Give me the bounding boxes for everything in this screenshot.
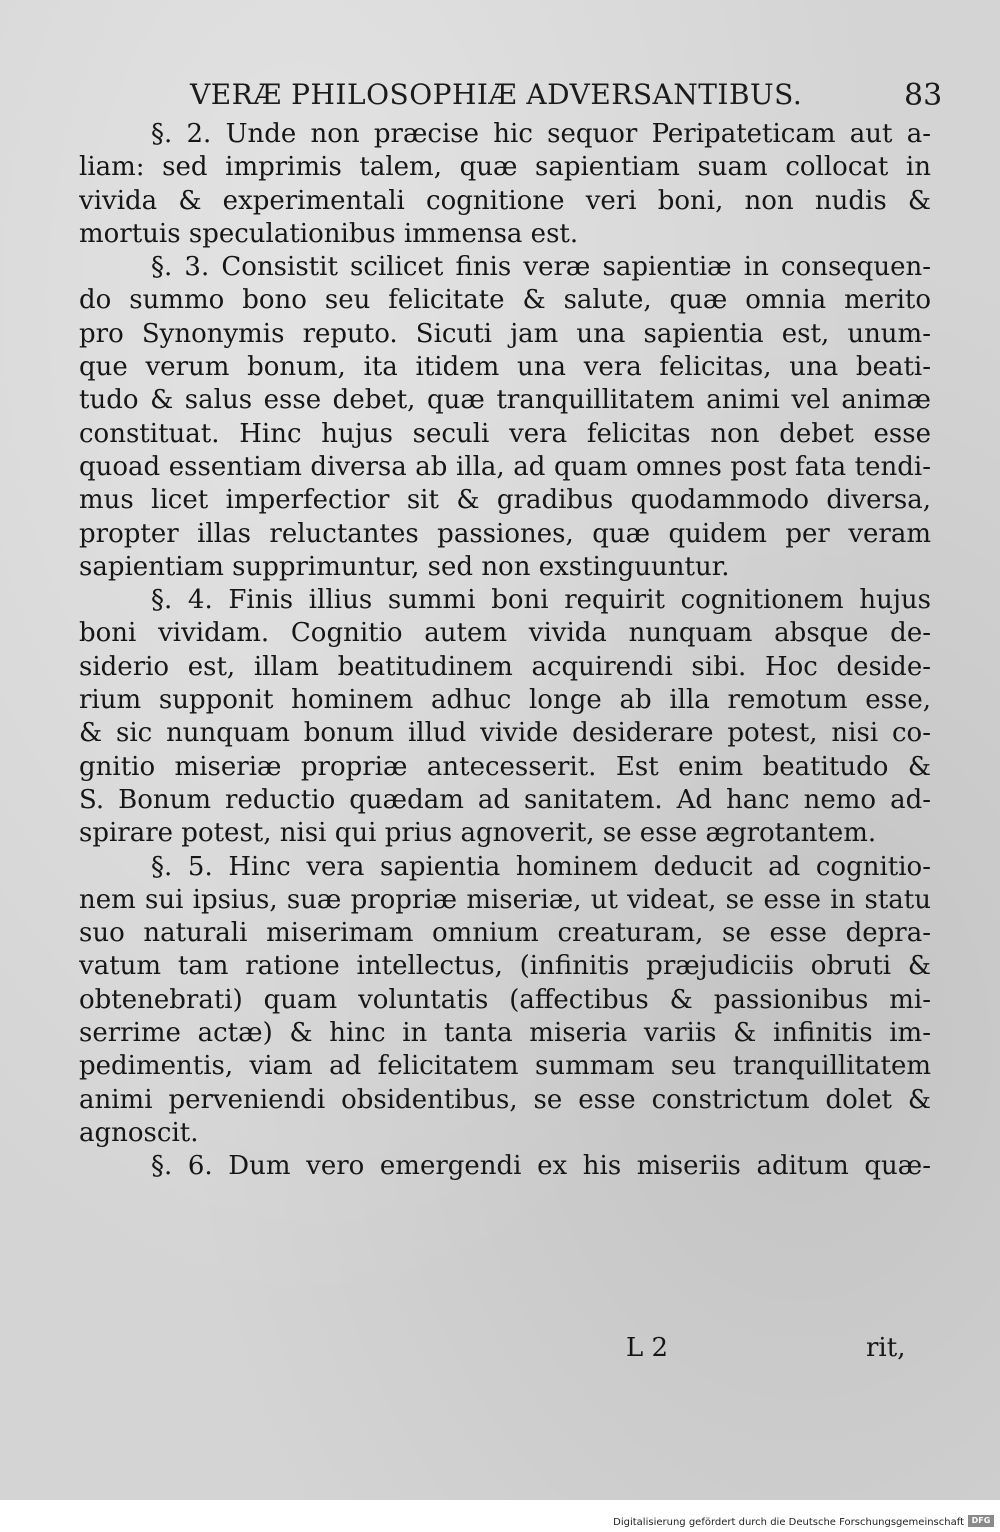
text-line: S. Bonum reductio quædam ad sanitatem. Ad hanc nemo ad- xyxy=(79,784,931,815)
text-line: serrime actæ) & hinc in tanta miseria variis & infinitis im- xyxy=(79,1018,931,1049)
text-line: §. 5. Hinc vera sapientia hominem deducit ad cognitio- xyxy=(151,851,931,882)
text-line: & sic nunquam bonum illud vivide desiderare potest, nisi co- xyxy=(79,718,931,749)
text-line: vatum tam ratione intellectus, (infinitis præjudiciis obruti & xyxy=(79,951,931,982)
page-number: 83 xyxy=(904,78,943,113)
text-line: do summo bono seu felicitate & salute, quæ omnia merito xyxy=(79,285,931,316)
text-line: propter illas reluctantes passiones, quæ quidem per veram xyxy=(79,518,931,549)
text-line: obtenebrati) quam voluntatis (affectibus & passionibus mi- xyxy=(79,984,931,1015)
page-header xyxy=(190,74,970,118)
text-line: siderio est, illam beatitudinem acquirendi sibi. Hoc deside- xyxy=(79,651,931,682)
text-line: §. 2. Unde non præcise hic sequor Peripateticam aut a- xyxy=(151,119,931,149)
text-line: §. 4. Finis illius summi boni requirit cognitionem hujus xyxy=(151,585,931,616)
text-line: vivida & experimentali cognitione veri boni, non nudis & xyxy=(79,185,931,216)
text-line: §. 3. Consistit scilicet finis veræ sapientiæ in consequen- xyxy=(151,252,931,283)
body-text xyxy=(79,118,931,1184)
text-line: tudo & salus esse debet, quæ tranquillitatem animi vel animæ xyxy=(79,385,931,416)
signature-mark: L 2 xyxy=(626,1333,669,1363)
digitization-note: Digitalisierung gefördert durch die Deutsche Forschungsgemeinschaft xyxy=(613,1517,964,1528)
text-line: boni vividam. Cognitio autem vivida nunquam absque de- xyxy=(79,618,931,649)
text-line: mus licet imperfectior sit & gradibus quodammodo diversa, xyxy=(79,485,931,516)
dfg-logo-icon: DFG xyxy=(968,1515,994,1527)
text-line: gnitio miseriæ propriæ antecesserit. Est enim beatitudo & xyxy=(79,751,931,782)
text-line: pedimentis, viam ad felicitatem summam seu tranquillitatem xyxy=(79,1051,931,1082)
running-head: VERÆ PHILOSOPHIÆ ADVERSANTIBUS. xyxy=(190,78,803,111)
text-line: liam: sed imprimis talem, quæ sapientiam suam collocat in xyxy=(79,152,931,183)
text-line: que verum bonum, ita itidem una vera felicitas, una beati- xyxy=(79,352,931,383)
text-line: animi perveniendi obsidentibus, se esse constrictum dolet & xyxy=(79,1084,931,1115)
text-line: spirare potest, nisi qui prius agnoverit, se esse ægrotantem. xyxy=(79,818,877,849)
text-line: §. 6. Dum vero emergendi ex his miseriis aditum quæ- xyxy=(151,1151,931,1182)
digitization-footer xyxy=(0,1500,1000,1532)
text-line: constituat. Hinc hujus seculi vera felicitas non debet esse xyxy=(79,418,931,449)
text-line: agnoscit. xyxy=(79,1117,199,1148)
text-line: nem sui ipsius, suæ propriæ miseriæ, ut videat, se esse in statu xyxy=(79,884,931,915)
text-line: sapientiam supprimuntur, sed non exstinguuntur. xyxy=(79,551,730,582)
text-line: mortuis speculationibus immensa est. xyxy=(79,218,579,249)
text-line: suo naturali miserimam omnium creaturam, se esse depra- xyxy=(79,918,931,949)
text-line: quoad essentiam diversa ab illa, ad quam omnes post fata tendi- xyxy=(79,451,931,482)
catchword: rit, xyxy=(866,1333,906,1363)
text-line: rium supponit hominem adhuc longe ab illa remotum esse, xyxy=(79,685,931,716)
text-line: pro Synonymis reputo. Sicuti jam una sapientia est, unum- xyxy=(79,318,931,349)
